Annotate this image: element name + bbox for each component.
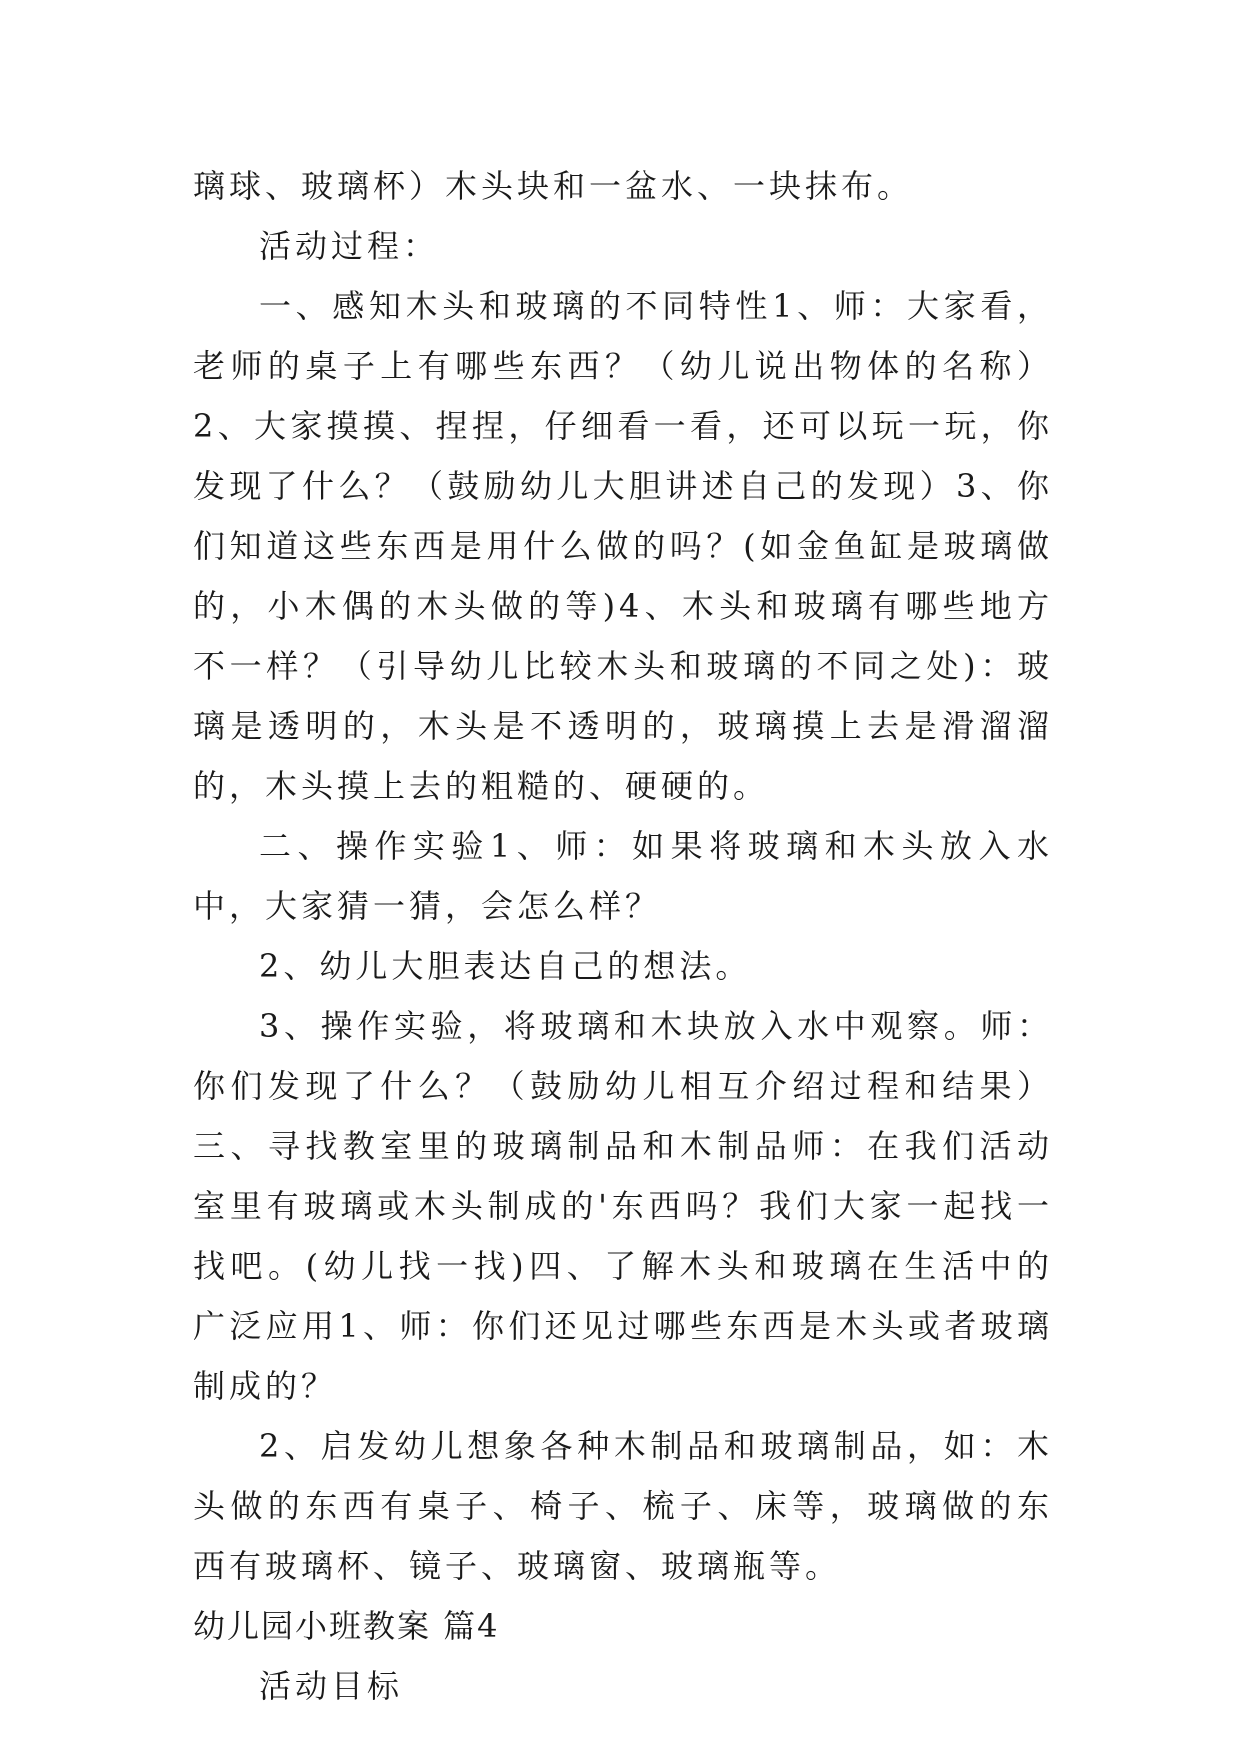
paragraph-step-two: 二、操作实验1、师：如果将玻璃和木头放入水中，大家猜一猜，会怎么样？ [193,827,1053,925]
paragraph-step-one: 一、感知木头和玻璃的不同特性1、师：大家看，老师的桌子上有哪些东西？（幼儿说出物体的名称）2、大家摸摸、捏捏，仔细看一看，还可以玩一玩，你发现了什么？（鼓励幼儿大胆讲述自己的发现）3、你们知道这些东西是用什么做的吗？(如金鱼缸是玻璃做的，小木偶的木头做的等)4、木头和玻璃有哪些地方不一样？（引导幼儿比较木头和玻璃的不同之处)：玻璃是透明的，木头是不透明的，玻璃摸上去是滑溜溜的，木头摸上去的粗糙的、硬硬的。 [193,287,1053,805]
paragraph-step-two-point-two: 2、幼儿大胆表达自己的想法。 [259,947,752,985]
paragraph-materials: 璃球、玻璃杯）木头块和一盆水、一块抹布。 [193,167,914,205]
section-heading: 幼儿园小班教案 篇4 [193,1607,500,1645]
paragraph-step-four-point-two: 2、启发幼儿想象各种木制品和玻璃制品，如：木头做的东西有桌子、椅子、梳子、床等，玻璃做的东西有玻璃杯、镜子、玻璃窗、玻璃瓶等。 [193,1427,1053,1585]
paragraph-activity-process-label: 活动过程： [259,227,440,265]
subheading-activity-goals: 活动目标 [259,1667,404,1705]
document-body [193,156,1053,1716]
paragraph-step-two-point-three: 3、操作实验，将玻璃和木块放入水中观察。师：你们发现了什么？（鼓励幼儿相互介绍过程和结果）三、寻找教室里的玻璃制品和木制品师：在我们活动室里有玻璃或木头制成的'东西吗？我们大家一起找一找吧。(幼儿找一找)四、了解木头和玻璃在生活中的广泛应用1、师：你们还见过哪些东西是木头或者玻璃制成的？ [193,1007,1053,1405]
